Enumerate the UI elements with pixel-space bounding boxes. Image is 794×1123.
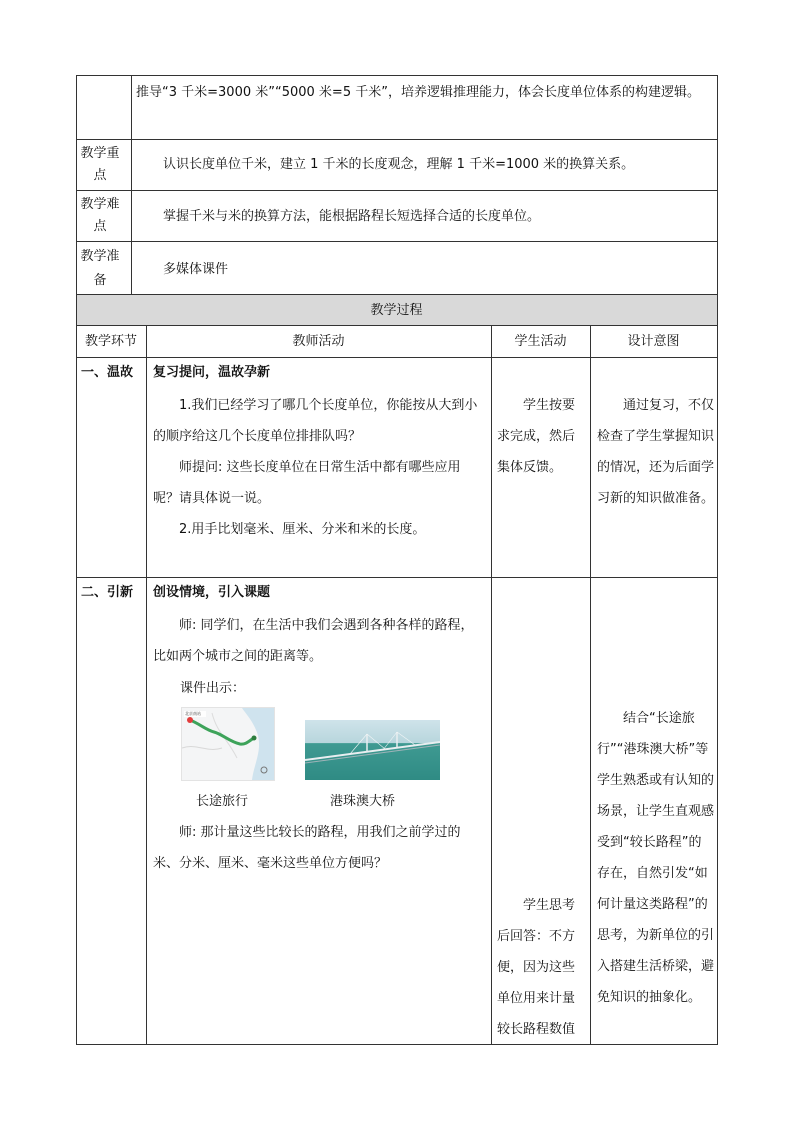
bridge-icon xyxy=(305,720,440,780)
objective-text: 推导“3 千米=3000 米”“5000 米=5 千米”，培养逻辑推理能力，体会长度单位体系的构建逻辑。 xyxy=(136,85,700,100)
section2-student-activity: 学生思考后回答：不方便，因为这些单位用来计量较长路程数值 xyxy=(497,898,576,1037)
section2-heading: 创设情境，引入课题 xyxy=(153,585,271,600)
section1-segment: 一、温故 xyxy=(81,365,134,380)
section1-teacher-activity xyxy=(153,390,485,545)
section2-intro: 师: 同学们，在生活中我们会遇到各种各样的路程，比如两个城市之间的距离等。 xyxy=(153,618,474,664)
header-intent: 设计意图 xyxy=(627,334,680,349)
label-preparation-text: 教学准备 xyxy=(80,249,120,288)
label-difficulties xyxy=(80,194,120,238)
label-key-points-text: 教学重点 xyxy=(80,146,120,183)
section1-paragraph-2: 师提问: 这些长度单位在日常生活中都有哪些应用呢？请具体说一说。 xyxy=(153,460,461,506)
section2-segment: 二、引新 xyxy=(81,585,134,600)
preparation-text: 多媒体课件 xyxy=(163,262,229,277)
header-segment: 教学环节 xyxy=(84,334,137,349)
difficulties-text: 掌握千米与米的换算方法，能根据路程长短选择合适的长度单位。 xyxy=(163,209,541,224)
header-student: 学生活动 xyxy=(514,334,567,349)
section2-intent: 结合“长途旅行”“港珠澳大桥”等学生熟悉或有认知的场景，让学生直观感受到“较长路程”的存在，自然引发“如何计量这类路程”的思考，为新单位的引入搭建生活桥梁，避免知识的抽象化。 xyxy=(597,711,715,1005)
section1-student-activity: 学生按要求完成，然后集体反馈。 xyxy=(497,398,576,475)
section2-question: 师: 那计量这些比较长的路程，用我们之前学过的米、分米、厘米、毫米这些单位方便吗？ xyxy=(153,825,461,871)
section1-heading: 复习提问，温故孕新 xyxy=(153,365,271,380)
map-overlay-label: 北京南站 xyxy=(185,711,201,716)
section1-intent: 通过复习，不仅检查了学生掌握知识的情况，还为后面学习新的知识做准备。 xyxy=(597,398,715,506)
caption-bridge: 港珠澳大桥 xyxy=(330,794,396,809)
process-title: 教学过程 xyxy=(370,303,423,318)
section1-paragraph-1: 1.我们已经学习了哪几个长度单位，你能按从大到小的顺序给这几个长度单位排排队吗？ xyxy=(153,398,478,444)
section1-paragraph-3: 2.用手比划毫米、厘米、分米和米的长度。 xyxy=(179,522,426,537)
media-label: 课件出示： xyxy=(180,681,246,696)
key-points-text: 认识长度单位千米，建立 1 千米的长度观念，理解 1 千米=1000 米的换算关系。 xyxy=(163,157,635,172)
label-difficulties-text: 教学难点 xyxy=(80,197,120,234)
route-map-icon xyxy=(182,708,274,780)
header-teacher: 教师活动 xyxy=(292,334,345,349)
label-key-points xyxy=(80,143,120,187)
hzmb-bridge-image xyxy=(305,720,440,780)
caption-long-trip: 长途旅行 xyxy=(196,794,249,809)
long-trip-map-image xyxy=(181,707,275,781)
label-preparation xyxy=(80,245,120,293)
